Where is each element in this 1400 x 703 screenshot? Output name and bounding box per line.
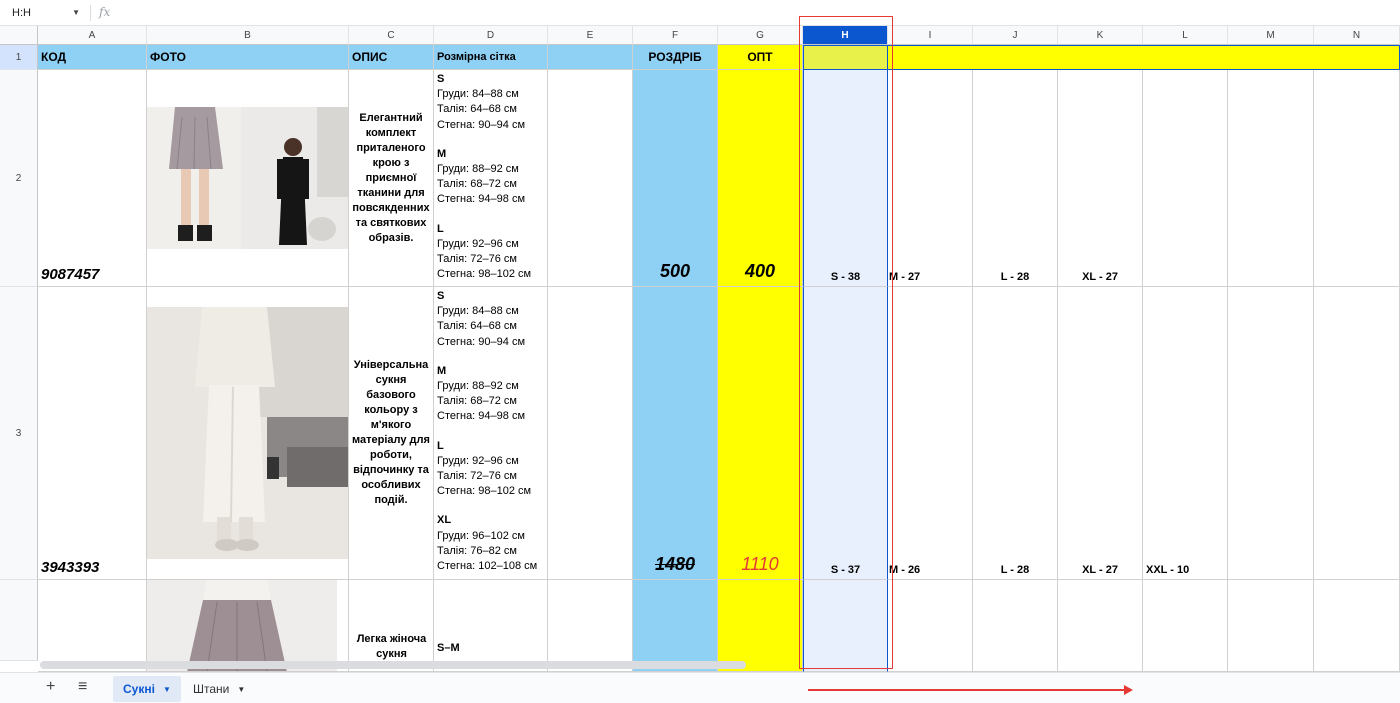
size-waist: Талія: 64–68 см (437, 320, 517, 333)
empty-cell[interactable] (888, 580, 973, 672)
size-chest: Груди: 96–102 см (437, 529, 525, 542)
size-label: L (437, 222, 444, 235)
photo-cell[interactable] (147, 70, 349, 287)
add-sheet-icon[interactable]: + (46, 678, 56, 695)
header-sizes[interactable]: Розмірна сітка (434, 45, 548, 70)
header-photo[interactable]: ФОТО (147, 45, 349, 70)
stock-cell-h[interactable]: S - 37 (803, 287, 888, 580)
size-block (437, 289, 544, 350)
size-hips: Стегна: 102–108 см (437, 560, 538, 573)
code-cell[interactable]: 3943393 (38, 287, 147, 580)
size-block (437, 364, 544, 425)
header-desc[interactable]: ОПИС (349, 45, 434, 70)
wholesale-price-cell[interactable] (718, 580, 803, 672)
chevron-down-icon[interactable]: ▼ (237, 684, 246, 694)
stock-cell-j[interactable]: L - 28 (973, 70, 1058, 287)
size-hips: Стегна: 94–98 см (437, 410, 525, 423)
size-waist: Талія: 68–72 см (437, 178, 517, 191)
size-waist: Талія: 72–76 см (437, 253, 517, 266)
retail-price-cell[interactable] (633, 580, 718, 672)
header-code[interactable]: КОД (38, 45, 147, 70)
column-header-g[interactable]: G (718, 26, 803, 45)
column-header-c[interactable]: C (349, 26, 434, 45)
header-stock-yellow[interactable] (888, 45, 1400, 70)
arrow-right-icon (1124, 685, 1133, 695)
select-all-corner[interactable] (0, 26, 38, 45)
row-header-1[interactable]: 1 (0, 45, 38, 70)
size-hips: Стегна: 90–94 см (437, 118, 525, 131)
stock-cell-k[interactable]: XL - 27 (1058, 287, 1143, 580)
size-chest: Груди: 92–96 см (437, 454, 519, 467)
size-chest: Груди: 88–92 см (437, 380, 519, 393)
size-waist: Талія: 76–82 см (437, 544, 517, 557)
wholesale-price-cell[interactable]: 1110 (718, 287, 803, 580)
stock-cell-j[interactable]: L - 28 (973, 287, 1058, 580)
sizes-cell[interactable] (434, 70, 548, 287)
tab-label: Штани (193, 682, 230, 696)
product-photo (147, 580, 337, 672)
size-block (437, 72, 544, 133)
size-waist: Талія: 68–72 см (437, 395, 517, 408)
column-header-m[interactable]: M (1228, 26, 1314, 45)
code-cell[interactable]: 9087457 (38, 70, 147, 287)
stock-cell-k[interactable]: XL - 27 (1058, 70, 1143, 287)
chevron-down-icon[interactable]: ▼ (162, 684, 171, 694)
column-header-k[interactable]: K (1058, 26, 1143, 45)
empty-cell[interactable] (1228, 70, 1314, 287)
formula-bar (0, 0, 1400, 26)
stock-cell-h[interactable]: S - 38 (803, 70, 888, 287)
row-header-3[interactable]: 3 (0, 287, 38, 580)
wholesale-price-cell[interactable]: 400 (718, 70, 803, 287)
name-box[interactable] (6, 4, 84, 22)
stock-cell-l[interactable]: XXL - 10 (1143, 287, 1228, 580)
size-label: S (437, 73, 445, 85)
sizes-cell[interactable] (434, 580, 548, 672)
horizontal-scrollbar[interactable] (40, 661, 746, 669)
size-label: M (437, 364, 447, 377)
size-label: XL (437, 514, 452, 527)
column-header-b[interactable]: B (147, 26, 349, 45)
empty-cell[interactable] (548, 70, 633, 287)
stock-cell-i[interactable]: M - 27 (888, 70, 973, 287)
header-wholesale[interactable]: ОПТ (718, 45, 803, 70)
header-retail[interactable]: РОЗДРІБ (633, 45, 718, 70)
column-header-h[interactable]: H (803, 26, 888, 45)
size-label: S (437, 290, 445, 302)
column-header-e[interactable]: E (548, 26, 633, 45)
empty-cell[interactable] (1314, 70, 1400, 287)
column-header-j[interactable]: J (973, 26, 1058, 45)
row-header-2[interactable]: 2 (0, 70, 38, 287)
tab-sukni[interactable] (113, 676, 181, 702)
size-waist: Талія: 72–76 см (437, 470, 517, 483)
size-waist: Талія: 64–68 см (437, 103, 517, 116)
photo-cell[interactable] (147, 287, 349, 580)
header-empty-e[interactable] (548, 45, 633, 70)
empty-cell[interactable] (548, 287, 633, 580)
size-chest: Груди: 88–92 см (437, 163, 519, 176)
empty-cell[interactable] (1228, 287, 1314, 580)
product-photo (147, 107, 348, 249)
size-label: S–M (437, 642, 460, 654)
all-sheets-menu-icon[interactable]: ≡ (78, 678, 88, 695)
stock-cell-i[interactable]: M - 26 (888, 287, 973, 580)
fx-icon: fx (99, 5, 111, 19)
stock-cell-l[interactable] (1143, 70, 1228, 287)
retail-price-cell[interactable]: 500 (633, 70, 718, 287)
column-header-f[interactable]: F (633, 26, 718, 45)
annotation-arrow-line (808, 689, 1126, 691)
header-h[interactable] (803, 45, 888, 70)
retail-price-cell[interactable]: 1480 (633, 287, 718, 580)
empty-cell[interactable] (1228, 580, 1314, 672)
column-header-a[interactable]: A (38, 26, 147, 45)
code-cell[interactable] (38, 580, 147, 672)
column-header-l[interactable]: L (1143, 26, 1228, 45)
tab-label: Сукні (123, 682, 155, 696)
column-header-n[interactable]: N (1314, 26, 1400, 45)
stock-cell-h[interactable] (803, 580, 888, 672)
size-block (437, 513, 544, 574)
empty-cell[interactable] (1058, 580, 1143, 672)
size-label: L (437, 439, 444, 452)
product-photo (147, 307, 348, 559)
size-hips: Стегна: 90–94 см (437, 335, 525, 348)
size-chest: Груди: 84–88 см (437, 88, 519, 101)
description-cell[interactable]: Елегантний комплект приталеного крою з приємної тканини для повсякденних та святкових образів. (349, 70, 434, 287)
size-chest: Груди: 84–88 см (437, 305, 519, 318)
tab-shtany[interactable] (183, 676, 255, 702)
column-header-i[interactable]: I (888, 26, 973, 45)
divider (90, 5, 91, 21)
size-label: M (437, 147, 447, 160)
description-cell[interactable]: Універсальна сукня базового кольору з м'якого матеріалу для роботи, відпочинку та особливих подій. (349, 287, 434, 580)
row-header-4[interactable] (0, 580, 38, 661)
empty-cell[interactable] (1314, 580, 1400, 672)
size-chest: Груди: 92–96 см (437, 237, 519, 250)
chevron-down-icon[interactable]: ▼ (72, 8, 80, 17)
empty-cell[interactable] (548, 580, 633, 672)
size-hips: Стегна: 94–98 см (437, 193, 525, 206)
size-block (437, 222, 544, 283)
size-block (437, 147, 544, 208)
size-hips: Стегна: 98–102 см (437, 485, 532, 498)
sheet-tabs-bar (0, 672, 1400, 703)
empty-cell[interactable] (1143, 580, 1228, 672)
empty-cell[interactable] (1314, 287, 1400, 580)
size-hips: Стегна: 98–102 см (437, 268, 532, 281)
empty-cell[interactable] (973, 580, 1058, 672)
description-text: Легка жіноча сукня (356, 633, 427, 660)
size-block (437, 439, 544, 500)
column-header-d[interactable]: D (434, 26, 548, 45)
description-cell[interactable] (349, 580, 434, 672)
name-box-value: H:H (12, 7, 31, 19)
sizes-cell[interactable] (434, 287, 548, 580)
photo-cell[interactable] (147, 580, 349, 672)
